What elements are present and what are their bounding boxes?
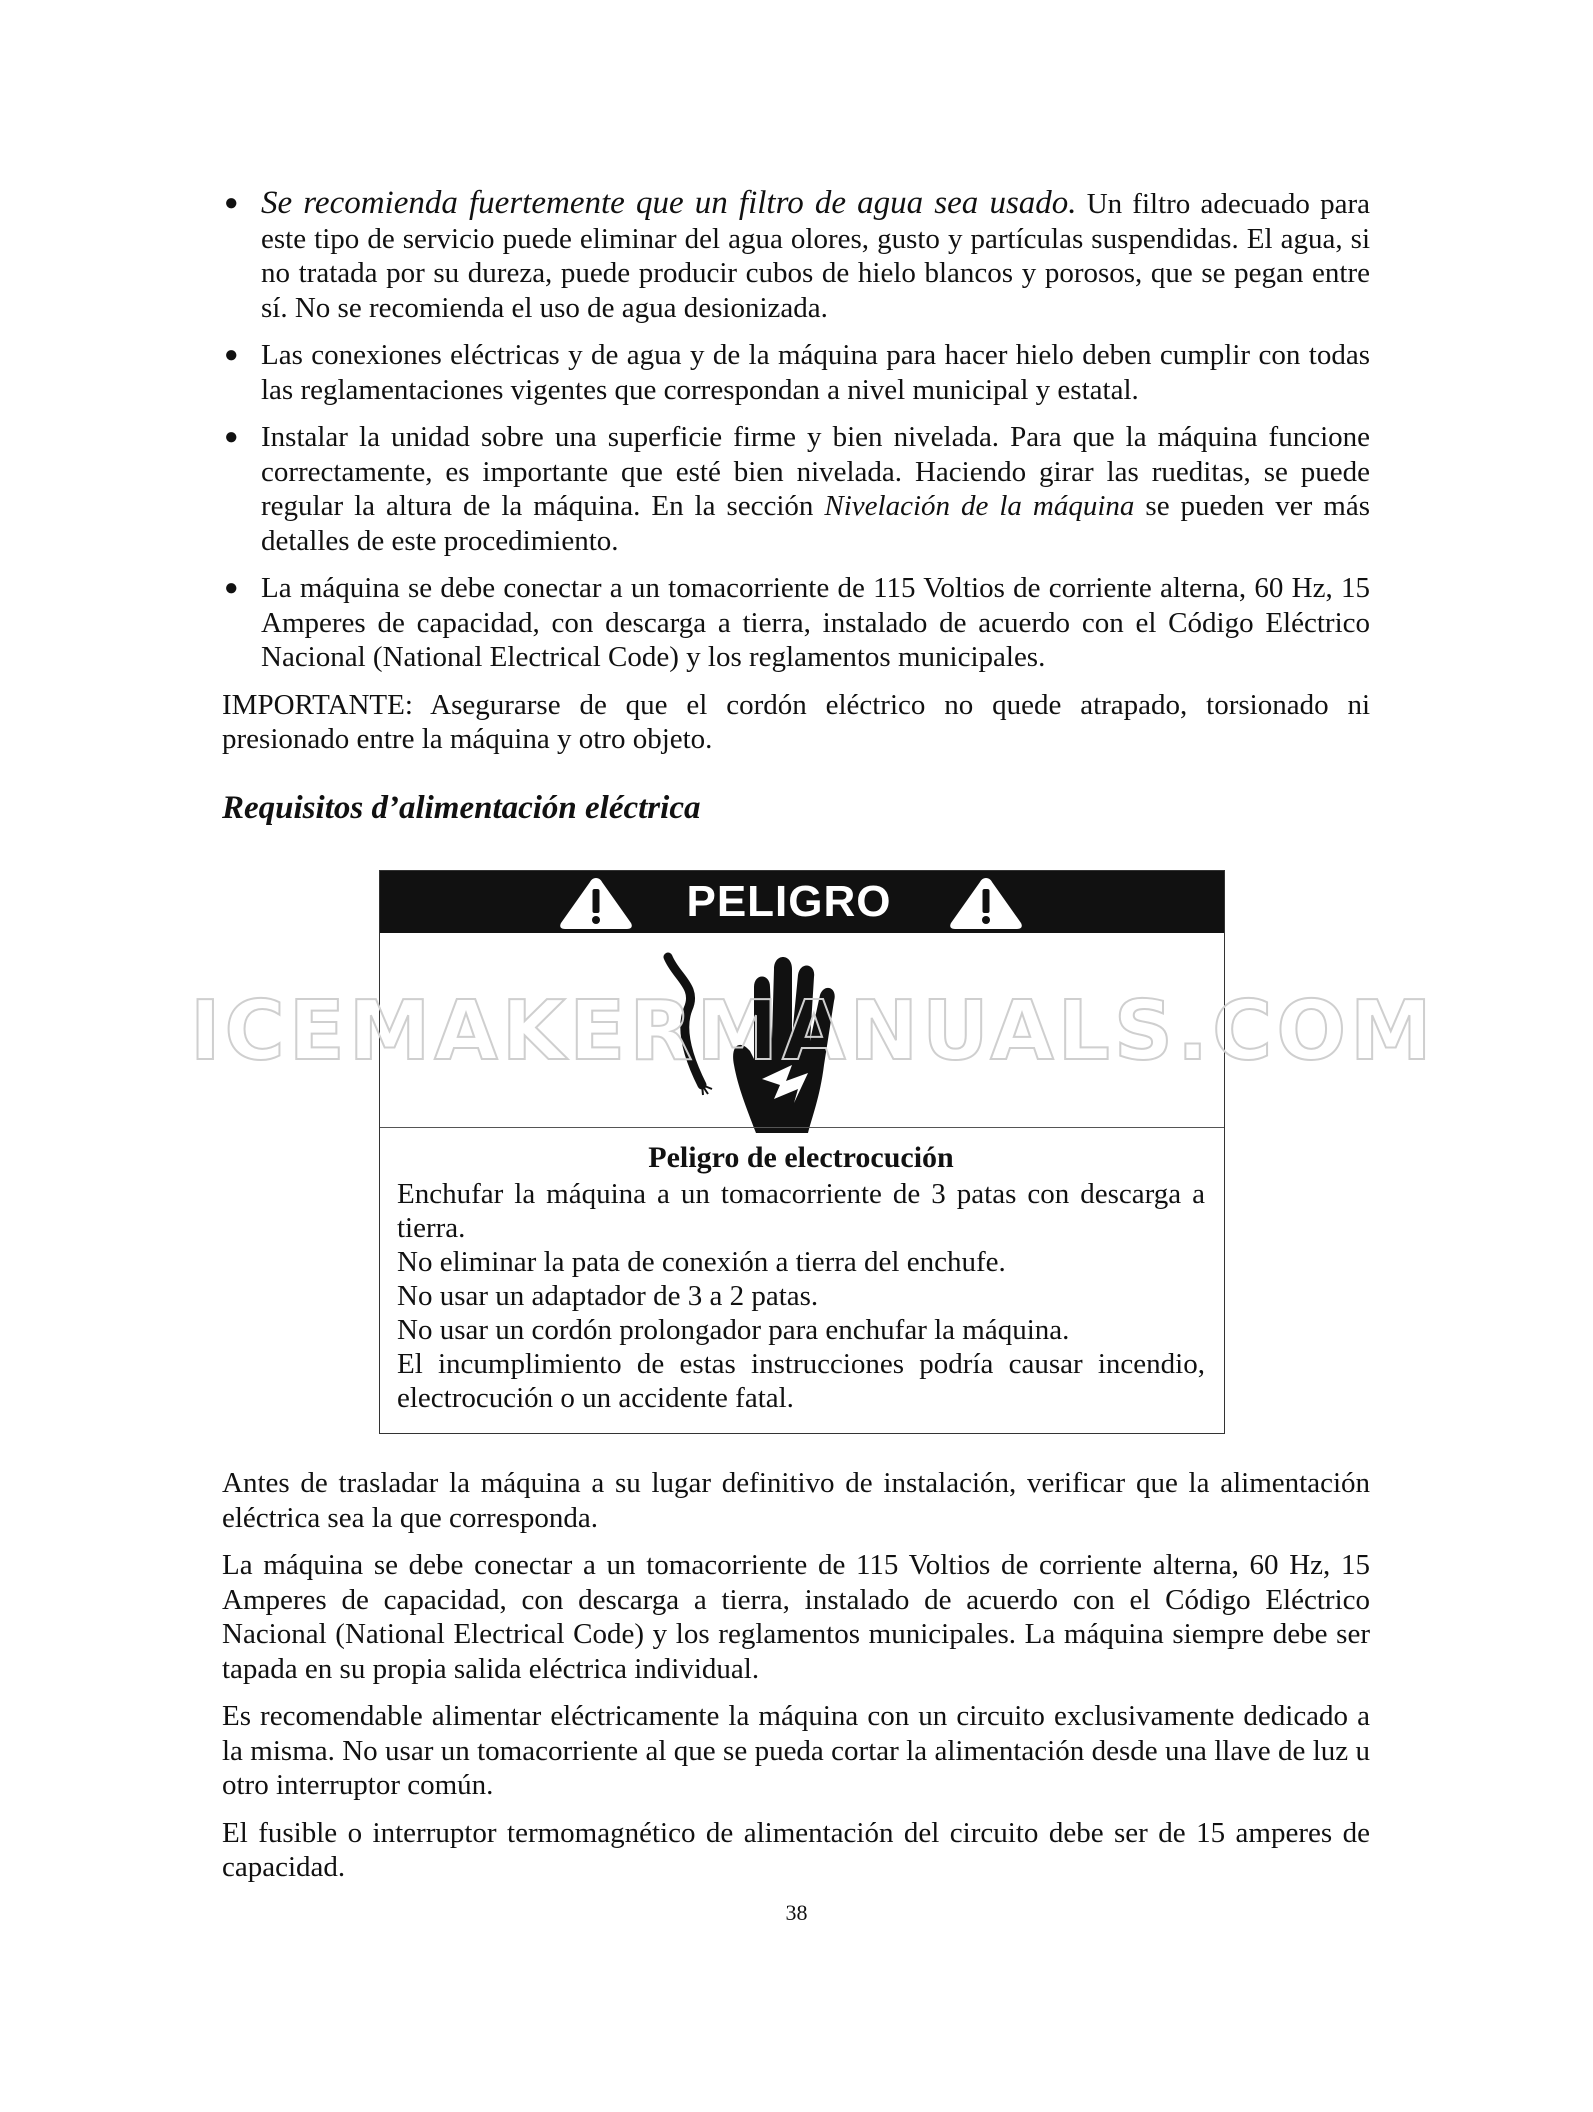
warning-triangle-icon — [558, 875, 634, 931]
paragraph: El fusible o interruptor termomagnético de alimentación del circuito debe ser de 15 amperes de capacidad. — [222, 1816, 1370, 1883]
danger-line: Enchufar la máquina a un tomacorriente de 3 patas con descarga a tierra. — [397, 1178, 1205, 1244]
filter-recommendation: Se recomienda fuertemente que un filtro de agua sea usado. — [261, 185, 1077, 221]
bullet-icon: ● — [224, 190, 239, 216]
list-item — [222, 571, 1370, 675]
list-item — [222, 338, 1370, 407]
danger-header-notch — [639, 933, 939, 939]
requirements-list — [222, 186, 1370, 675]
danger-line: No usar un adaptador de 3 a 2 patas. — [397, 1280, 819, 1312]
list-item-text-end: se pueden ver más detalles de este procedimiento. — [261, 490, 1370, 557]
danger-word: PELIGRO — [686, 877, 892, 926]
danger-body — [397, 1141, 1205, 1415]
section-reference: Nivelación de la máquina — [824, 490, 1135, 522]
danger-box — [379, 870, 1225, 1434]
list-item-text: Las conexiones eléctricas y de agua y de la máquina para hacer hielo deben cumplir con todas las reglamentaciones vigentes que correspondan a nivel municipal y estatal. — [261, 339, 1370, 406]
bullet-icon: ● — [224, 342, 239, 368]
watermark: ICEMAKERMANUALS.COM — [190, 984, 1436, 1079]
danger-line: No eliminar la pata de conexión a tierra del enchufe. — [397, 1246, 1006, 1278]
paragraph: Es recomendable alimentar eléctricamente la máquina con un circuito exclusivamente dedicado a la misma. No usar un tomacorriente al que se pueda cortar la alimentación desde una llave de luz u otro interruptor común. — [222, 1700, 1370, 1801]
list-item-text: Un filtro adecuado para este tipo de servicio puede eliminar del agua olores, gusto y partículas suspendidas. El agua, si no tratada por su dureza, puede producir cubos de hielo blancos y porosos, que se pegan entre sí. No se recomienda el uso de agua desionizada. — [261, 188, 1370, 324]
important-note: IMPORTANTE: Asegurarse de que el cordón eléctrico no quede atrapado, torsionado ni presionado entre la máquina y otro objeto. — [222, 688, 1370, 755]
list-item — [222, 420, 1370, 558]
electrical-requirements-section — [222, 1466, 1370, 1898]
danger-line: El incumplimiento de estas instrucciones podría causar incendio, electrocución o un accidente fatal. — [397, 1348, 1205, 1414]
warning-triangle-icon — [948, 875, 1024, 931]
danger-line: No usar un cordón prolongador para enchufar la máquina. — [397, 1314, 1070, 1346]
list-item-text: Instalar la unidad sobre una superficie firme y bien nivelada. Para que la máquina funcione correctamente, es importante que esté bien nivelada. Haciendo girar las rueditas, se puede regular la altura de la máquina. En la sección — [261, 421, 1370, 522]
list-item-text: La máquina se debe conectar a un tomacorriente de 115 Voltios de corriente alterna, 60 Hz, 15 Amperes de capacidad, con descarga a tierra, instalado de acuerdo con el Código Eléctrico Nacional (National Electrical Code) y los reglamentos municipales. — [261, 572, 1370, 673]
danger-divider — [380, 1127, 1224, 1128]
list-item — [222, 186, 1370, 325]
paragraph: Antes de trasladar la máquina a su lugar definitivo de instalación, verificar que la alimentación eléctrica sea la que corresponda. — [222, 1467, 1370, 1534]
paragraph: La máquina se debe conectar a un tomacorriente de 115 Voltios de corriente alterna, 60 Hz, 15 Amperes de capacidad, con descarga a tierra, instalado de acuerdo con el Código Eléctrico Nacional (National Electrical Code) y los reglamentos municipales. La máquina siempre debe ser tapada en su propia salida eléctrica individual. — [222, 1549, 1370, 1685]
bullet-icon: ● — [224, 424, 239, 450]
section-title: Requisitos d’alimentación eléctrica — [222, 790, 701, 826]
intro-section — [222, 186, 1370, 770]
danger-heading: Peligro de electrocución — [648, 1141, 954, 1174]
page-number: 38 — [785, 1900, 808, 1925]
bullet-icon: ● — [224, 575, 239, 601]
